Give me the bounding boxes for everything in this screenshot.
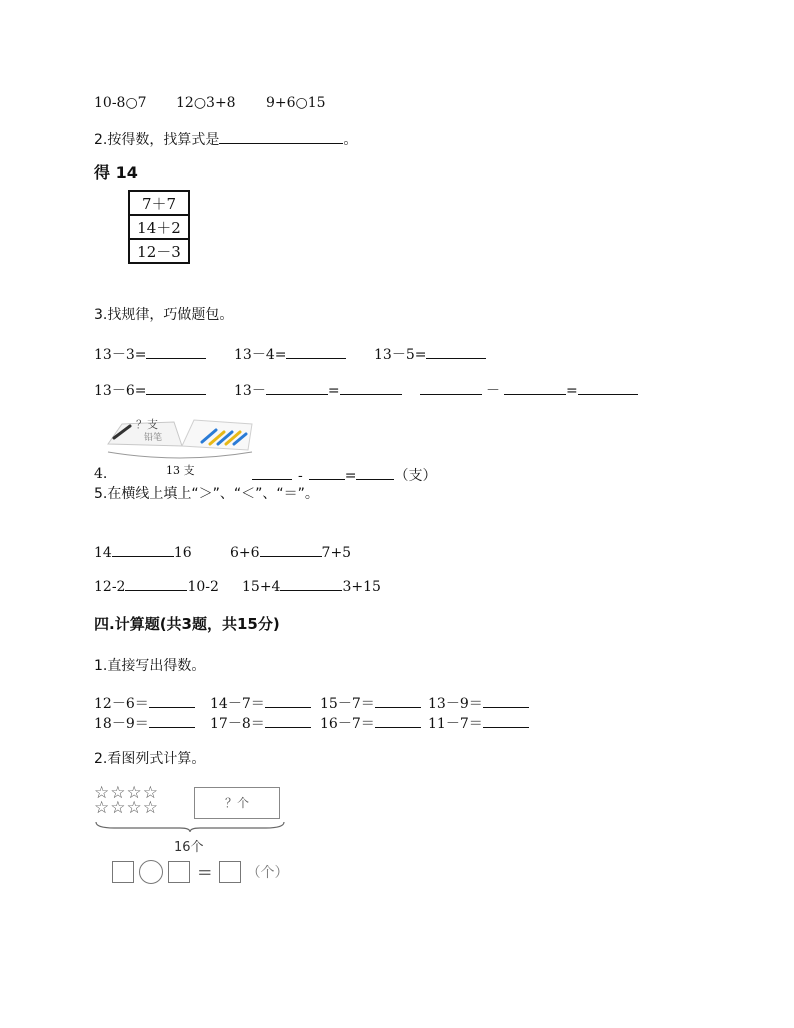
c1-row1d: [428, 693, 529, 713]
c2-answer-box-2[interactable]: [168, 861, 190, 883]
q3-equals-2: =: [566, 383, 578, 399]
q3-blank-6[interactable]: [340, 380, 402, 395]
q2-result-label: 得 14: [94, 163, 138, 182]
q3-row2-item3: [420, 380, 638, 400]
q3-blank-2[interactable]: [286, 344, 346, 359]
c1-row1b: [210, 693, 311, 713]
star-icon: ☆: [142, 798, 159, 818]
q3-row2-item2: [234, 380, 402, 400]
q3-expr-5: 13－: [234, 383, 266, 399]
q4-equation: [252, 465, 436, 485]
q2-title-end: 。: [343, 132, 358, 148]
c1-expr-1: 12－6＝: [94, 696, 149, 712]
q5-row2-item2: [242, 576, 381, 596]
c1-title: 1.直接写出得数。: [94, 658, 206, 674]
q5-blank-3[interactable]: [125, 576, 187, 591]
q5-right-3: 10-2: [187, 579, 219, 595]
c1-expr-7: 16－7＝: [320, 716, 375, 732]
c2-brace: [94, 820, 286, 832]
q4-blank-2[interactable]: [309, 465, 345, 480]
q5-blank-4[interactable]: [280, 576, 342, 591]
c2-stars: [94, 783, 159, 818]
q4-unit: （支）: [394, 468, 437, 484]
q5-blank-1[interactable]: [112, 542, 174, 557]
compare-item-3: 9+6○15: [266, 95, 326, 111]
q3-row1-item1: [94, 344, 206, 364]
star-icon: ☆: [94, 783, 111, 803]
q3-row1-item3: [374, 344, 486, 364]
q4-picture: [104, 414, 256, 464]
star-icon: ☆: [142, 783, 159, 803]
q2-title-row: [94, 129, 357, 149]
c1-blank-2[interactable]: [265, 693, 311, 708]
c1-expr-2: 14－7＝: [210, 696, 265, 712]
q4-blank-1[interactable]: [252, 465, 292, 480]
q3-row1-item2: [234, 344, 346, 364]
q3-expr-4: 13－6=: [94, 383, 147, 399]
compare-item-1: 10-8○7: [94, 95, 147, 111]
c2-title: 2.看图列式计算。: [94, 751, 206, 767]
c1-blank-6[interactable]: [265, 713, 311, 728]
q3-blank-5[interactable]: [266, 380, 328, 395]
c1-expr-3: 15－7＝: [320, 696, 375, 712]
c2-question-box: ？个: [194, 787, 280, 819]
q2-option-2[interactable]: 14＋2: [129, 215, 189, 239]
q5-left-2: 6+6: [230, 545, 260, 561]
q3-minus: －: [486, 383, 500, 399]
c2-total-label: 16个: [174, 840, 204, 855]
q3-expr-1: 13－3=: [94, 347, 147, 363]
q2-option-3[interactable]: 12－3: [129, 239, 189, 263]
c1-blank-1[interactable]: [149, 693, 195, 708]
q5-right-4: 3+15: [342, 579, 381, 595]
c1-blank-3[interactable]: [375, 693, 421, 708]
q5-right-2: 7+5: [321, 545, 352, 561]
c1-expr-4: 13－9＝: [428, 696, 483, 712]
q3-blank-9[interactable]: [578, 380, 638, 395]
q2-options-table: [128, 190, 190, 264]
q5-row1-item2: [230, 542, 351, 562]
q3-blank-7[interactable]: [420, 380, 482, 395]
c2-equals: =: [197, 861, 213, 883]
q5-left-1: 14: [94, 545, 112, 561]
c2-answer-template: [112, 860, 289, 886]
q5-left-4: 15+4: [242, 579, 281, 595]
c1-blank-5[interactable]: [149, 713, 195, 728]
q3-expr-2: 13－4=: [234, 347, 287, 363]
q3-blank-8[interactable]: [504, 380, 566, 395]
q3-title: 3.找规律，巧做题包。: [94, 307, 234, 323]
star-icon: ☆: [94, 798, 111, 818]
compare-item-2: 12○3+8: [176, 95, 236, 111]
q4-equals: =: [344, 468, 357, 484]
q4-question-label: ？支: [136, 418, 158, 431]
star-icon: ☆: [126, 798, 143, 818]
q5-left-3: 12-2: [94, 579, 126, 595]
c1-expr-6: 17－8＝: [210, 716, 265, 732]
section4-heading: 四.计算题(共3题，共15分): [94, 615, 280, 633]
q2-answer-blank[interactable]: [219, 129, 343, 144]
q3-blank-3[interactable]: [426, 344, 486, 359]
c1-blank-7[interactable]: [375, 713, 421, 728]
q2-title: 2.按得数，找算式是: [94, 132, 220, 148]
q3-equals-1: =: [327, 383, 340, 399]
c2-unit: （个）: [246, 865, 289, 881]
c1-row1c: [320, 693, 421, 713]
c2-operator-circle[interactable]: [139, 860, 163, 884]
q4-blank-3[interactable]: [356, 465, 394, 480]
q4-minus: -: [298, 468, 303, 484]
c1-row1: [94, 693, 195, 713]
q3-expr-3: 13－5=: [374, 347, 427, 363]
q5-title: 5.在横线上填上“＞”、“＜”、“＝”。: [94, 486, 319, 502]
c1-row2d: [428, 713, 529, 733]
q4-number: 4.: [94, 466, 108, 482]
q4-total-label: 13 支: [166, 464, 195, 477]
q5-right-1: 16: [173, 545, 192, 561]
q3-blank-1[interactable]: [146, 344, 206, 359]
c1-row2: [94, 713, 195, 733]
q4-item-label: 铅笔: [144, 433, 163, 443]
c2-answer-box-3[interactable]: [219, 861, 241, 883]
star-icon: ☆: [110, 798, 127, 818]
q5-blank-2[interactable]: [260, 542, 322, 557]
c2-answer-box-1[interactable]: [112, 861, 134, 883]
star-icon: ☆: [110, 783, 127, 803]
q3-blank-4[interactable]: [146, 380, 206, 395]
q4-pencil-illustration: [104, 414, 256, 464]
c1-expr-5: 18－9＝: [94, 716, 149, 732]
c1-blank-8[interactable]: [483, 713, 529, 728]
q5-row1-item1: [94, 542, 192, 562]
c1-row2b: [210, 713, 311, 733]
q2-option-1[interactable]: 7＋7: [129, 191, 189, 215]
q3-row2-item1: [94, 380, 206, 400]
star-icon: ☆: [126, 783, 143, 803]
c1-blank-4[interactable]: [483, 693, 529, 708]
q5-row2-item1: [94, 576, 219, 596]
c1-row2c: [320, 713, 421, 733]
c1-expr-8: 11－7＝: [428, 716, 483, 732]
